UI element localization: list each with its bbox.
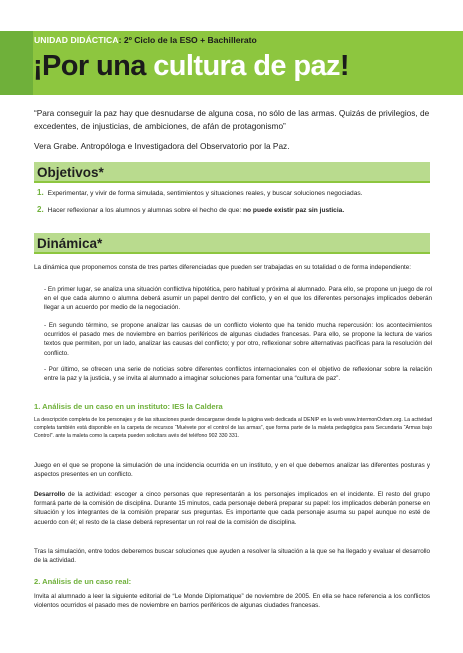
subsection-heading-2: 2. Análisis de un caso real: xyxy=(34,577,132,586)
dinamica-intro: La dinámica que proponemos consta de tres partes diferenciadas que pueden ser trabajadas en su totalidad o de forma independiente: xyxy=(34,264,412,271)
dinamica-bullet-1: - En primer lugar, se analiza una situación conflictiva hipotética, pero habitual y próxima al alumnado. Para ello, se propone un juego de rol en el que cada alumno o alumna deberá asumir un papel dentro del conflicto, y en el que los diferentes personajes implicados deberán llegar a un acuerdo por medio de la negociación. xyxy=(44,286,432,312)
quote-author: Vera Grabe. Antropóloga e Investigadora del Observatorio por la Paz. xyxy=(34,141,290,151)
objective-item-2: 2. Hacer reflexionar a los alumnos y alumnas sobre el hecho de que: no puede existir paz sin justicia. xyxy=(37,205,345,214)
activity-closing: Tras la simulación, entre todos deberemos buscar soluciones que ayuden a resolver la situación a la que se ha llegado y evaluar el desarrollo de la actividad. xyxy=(34,548,430,565)
banner-accent-strip xyxy=(0,31,33,95)
objective-item-1: 1. Experimentar, y vivir de forma simulada, sentimientos y situaciones reales, y buscar soluciones negociadas. xyxy=(37,188,363,197)
unit-level: : 2º Ciclo de la ESO + Bachillerato xyxy=(118,35,257,45)
unit-subtitle xyxy=(34,35,257,45)
activity-development: Desarrollo de la actividad: escoger a cinco personas que representarán a los personajes implicados en el incidente. El resto del grupo formará parte de la comisión de disciplina. Durante 15 minutos, cada personaje deberá preparar su papel: los implicados deberán ponerse en situación y los integrantes de la comisión preparar sus preguntas. Es importante que cada personaje asuma su papel aunque no esté de acuerdo con él; el resto de la clase deberá representar un rol real de la comisión de disciplina. xyxy=(34,491,430,526)
section-heading-objetivos: Objetivos* xyxy=(34,162,430,183)
activity-intro: Juego en el que se propone la simulación de una incidencia ocurrida en un instituto, y en el que debemos analizar las diferentes posturas y aspectos presentes en un conflicto. xyxy=(34,462,430,479)
subsection-heading-1: 1. Análisis de un caso en un instituto: IES la Caldera xyxy=(34,402,223,411)
page-title: ¡Por una cultura de paz! xyxy=(33,50,349,82)
epigraph-quote: “Para conseguir la paz hay que desnudarse de alguna cosa, no sólo de las armas. Quizás de privilegios, de excedentes, de injusticias, de ambiciones, de afán de protagonismo” xyxy=(34,108,430,131)
dinamica-bullet-2: - En segundo término, se propone analizar las causas de un conflicto violento que ha tenido mucha repercusión: los acontecimientos ocurridos el pasado mes de noviembre en barrios periféricos de algunas ciudades francesas. Para ello, se propone la lectura de varios textos que permiten, por un lado, analizar las causas del conflicto; y por otro, reflexionar sobre alternativas pacíficas para la resolución del conflicto. xyxy=(44,322,432,357)
unit-tag: UNIDAD DIDÁCTICA xyxy=(34,35,119,45)
real-case-intro: Invita al alumnado a leer la siguiente editorial de “Le Monde Diplomatique” de noviembre de 2005. En ella se hace referencia a los conflictos violentos ocurridos el pasado mes de noviembre en barrios periféricos de algunas ciudades francesas. xyxy=(34,593,430,610)
dinamica-bullet-3: - Por último, se ofrecen una serie de noticias sobre diferentes conflictos internacionales con el objetivo de reflexionar sobre la relación entre la paz y la justicia, y se invita al alumnado a imaginar soluciones para fomentar una “cultura de paz”. xyxy=(44,366,432,383)
resource-note: La descripción completa de los personajes y de las situaciones puede descargarse desde la página web dedicada al DENIP en la web www.IntermonOxfam.org. La actividad completa también está disponible en la carpeta de recursos “Muévete por el control de las armas”, que forma parte de la maleta pedagógica para Secundaria “Armas bajo Control”. ante la maleta como la carpeta pueden solicitars avés del teléfono 902 330 331. xyxy=(34,417,432,439)
section-heading-dinamica: Dinámica* xyxy=(34,233,430,254)
